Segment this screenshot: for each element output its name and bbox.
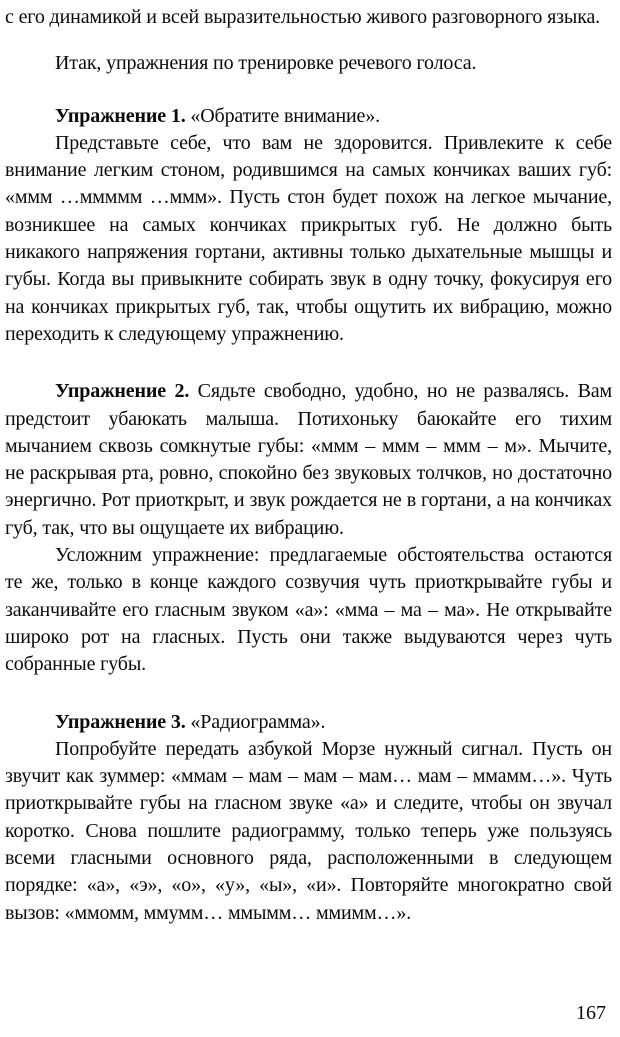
exercise-3-title: «Радиограмма».	[185, 710, 326, 733]
exercise-1-body: Представьте себе, что вам не здоровится. Привлеките к себе внимание легким стоном, родившимся на самых кончиках ваших губ: «ммм …ммммм …ммм». Пусть стон будет похож на легкое мычание, возникшее на самых кончиках прикрытых губ. Не должно быть никакого напряжения гортани, активны только дыхательные мышцы и губы. Когда вы привыкните собирать звук в одну точку, фокусируя его на кончиках прикрытых губ, так, чтобы ощутить их вибрацию, можно переходить к следующему упражнению.	[5, 131, 612, 345]
page-number: 167	[576, 1002, 606, 1024]
exercise-1-heading	[5, 103, 612, 130]
exercise-2-label: Упражнение 2.	[55, 380, 190, 403]
exercise-3-label: Упражнение 3.	[55, 710, 186, 733]
exercise-2-body-continued: Усложним упражнение: предлагаемые обстоятельства остаются те же, только в конце каждого созвучия чуть приоткрывайте губы и заканчивайте его гласным звуком «а»: «мма – ма – ма». Не открывайте широко рот на гласных. Пусть они также выдуваются через чуть собранные губы.	[5, 544, 612, 676]
exercise-2-paragraph	[5, 378, 612, 542]
paragraph-continuation: с его динамикой и всей выразительностью живого разговорного языка.	[5, 6, 601, 28]
exercise-3-body: Попробуйте передать азбукой Морзе нужный сигнал. Пусть он звучит как зуммер: «ммам – мам – мам – мам… мам – ммамм…». Чуть приоткрывайте губы на гласном звуке «а» и следите, чтобы он звучал коротко. Снова пошлите радиограмму, только теперь уже пользуясь всеми гласными основного ряда, расположенными в следующем порядке: «а», «э», «о», «у», «ы», «и». Повторяйте многократно свой вызов: «ммомм, ммумм… ммымм… ммимм…».	[5, 737, 612, 924]
paragraph-intro: Итак, упражнения по тренировке речевого голоса.	[55, 52, 477, 75]
exercise-1-title: «Обратите внимание».	[185, 104, 380, 127]
exercise-2-body: Сядьте свободно, удобно, но не развалясь. Вам предстоит убаюкать малыша. Потихоньку баюкайте его тихим мычанием сквозь сомкнутые губы: «ммм – ммм – ммм – м». Мычите, не раскрывая рта, ровно, спокойно без звуковых толчков, но достаточно энергично. Рот приоткрыт, и звук рождается не в гортани, а на кончиках губ, так, что вы ощущаете их вибрацию.	[5, 380, 613, 539]
exercise-1-label: Упражнение 1.	[55, 104, 186, 127]
exercise-3-heading	[5, 709, 612, 736]
